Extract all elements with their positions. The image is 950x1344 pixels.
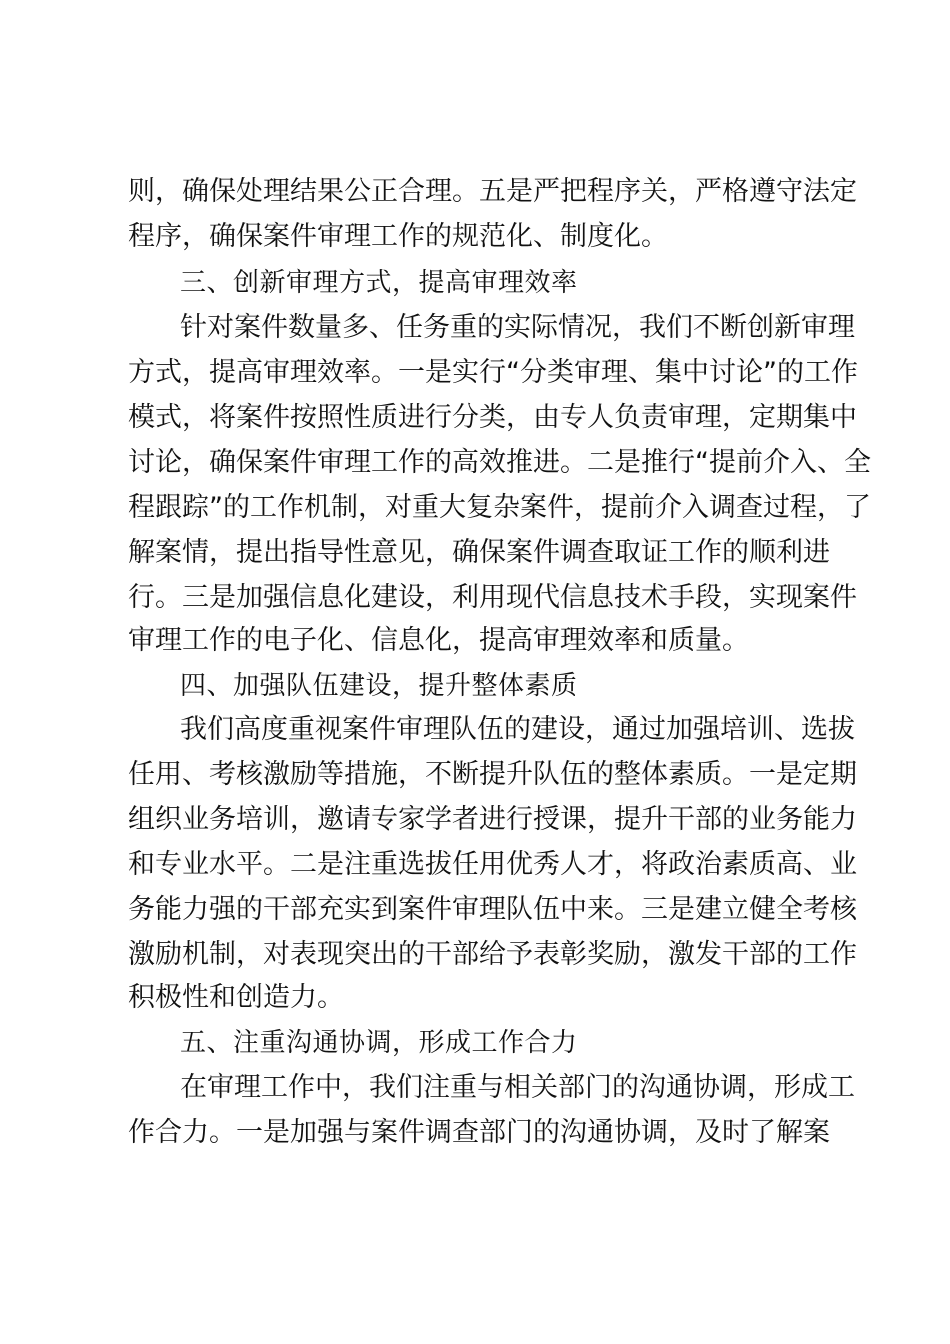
- text-line: 讨论，确保案件审理工作的高效推进。二是推行“提前介入、全: [128, 447, 871, 478]
- section-heading: 三、创新审理方式，提高审理效率: [180, 268, 578, 298]
- text-line: 激励机制，对表现突出的干部给予表彰奖励，激发干部的工作: [128, 939, 857, 970]
- text-line: 则，确保处理结果公正合理。五是严把程序关，严格遵守法定: [128, 176, 857, 207]
- text-line: 审理工作的电子化、信息化，提高审理效率和质量。: [128, 625, 749, 656]
- text-line: 组织业务培训，邀请专家学者进行授课，提升干部的业务能力: [128, 804, 857, 835]
- text-line: 针对案件数量多、任务重的实际情况，我们不断创新审理: [180, 312, 855, 343]
- text-line: 积极性和创造力。: [128, 982, 344, 1013]
- text-line: 方式，提高审理效率。一是实行“分类审理、集中讨论”的工作: [128, 357, 858, 388]
- text-line: 我们高度重视案件审理队伍的建设，通过加强培训、选拔: [180, 714, 855, 745]
- text-line: 解案情，提出指导性意见，确保案件调查取证工作的顺利进: [128, 537, 830, 568]
- text-line: 程序，确保案件审理工作的规范化、制度化。: [128, 221, 668, 252]
- section-heading: 四、加强队伍建设，提升整体素质: [180, 671, 578, 701]
- text-line: 和专业水平。二是注重选拔任用优秀人才，将政治素质高、业: [128, 849, 857, 880]
- text-line: 任用、考核激励等措施，不断提升队伍的整体素质。一是定期: [128, 759, 857, 790]
- text-line: 行。三是加强信息化建设，利用现代信息技术手段，实现案件: [128, 582, 857, 613]
- text-line: 作合力。一是加强与案件调查部门的沟通协调，及时了解案: [128, 1117, 830, 1148]
- section-heading: 五、注重沟通协调，形成工作合力: [180, 1028, 578, 1058]
- text-line: 务能力强的干部充实到案件审理队伍中来。三是建立健全考核: [128, 894, 857, 925]
- text-line: 模式，将案件按照性质进行分类，由专人负责审理，定期集中: [128, 402, 857, 433]
- text-line: 程跟踪”的工作机制，对重大复杂案件，提前介入调查过程，了: [128, 492, 871, 523]
- text-line: 在审理工作中，我们注重与相关部门的沟通协调，形成工: [180, 1072, 855, 1103]
